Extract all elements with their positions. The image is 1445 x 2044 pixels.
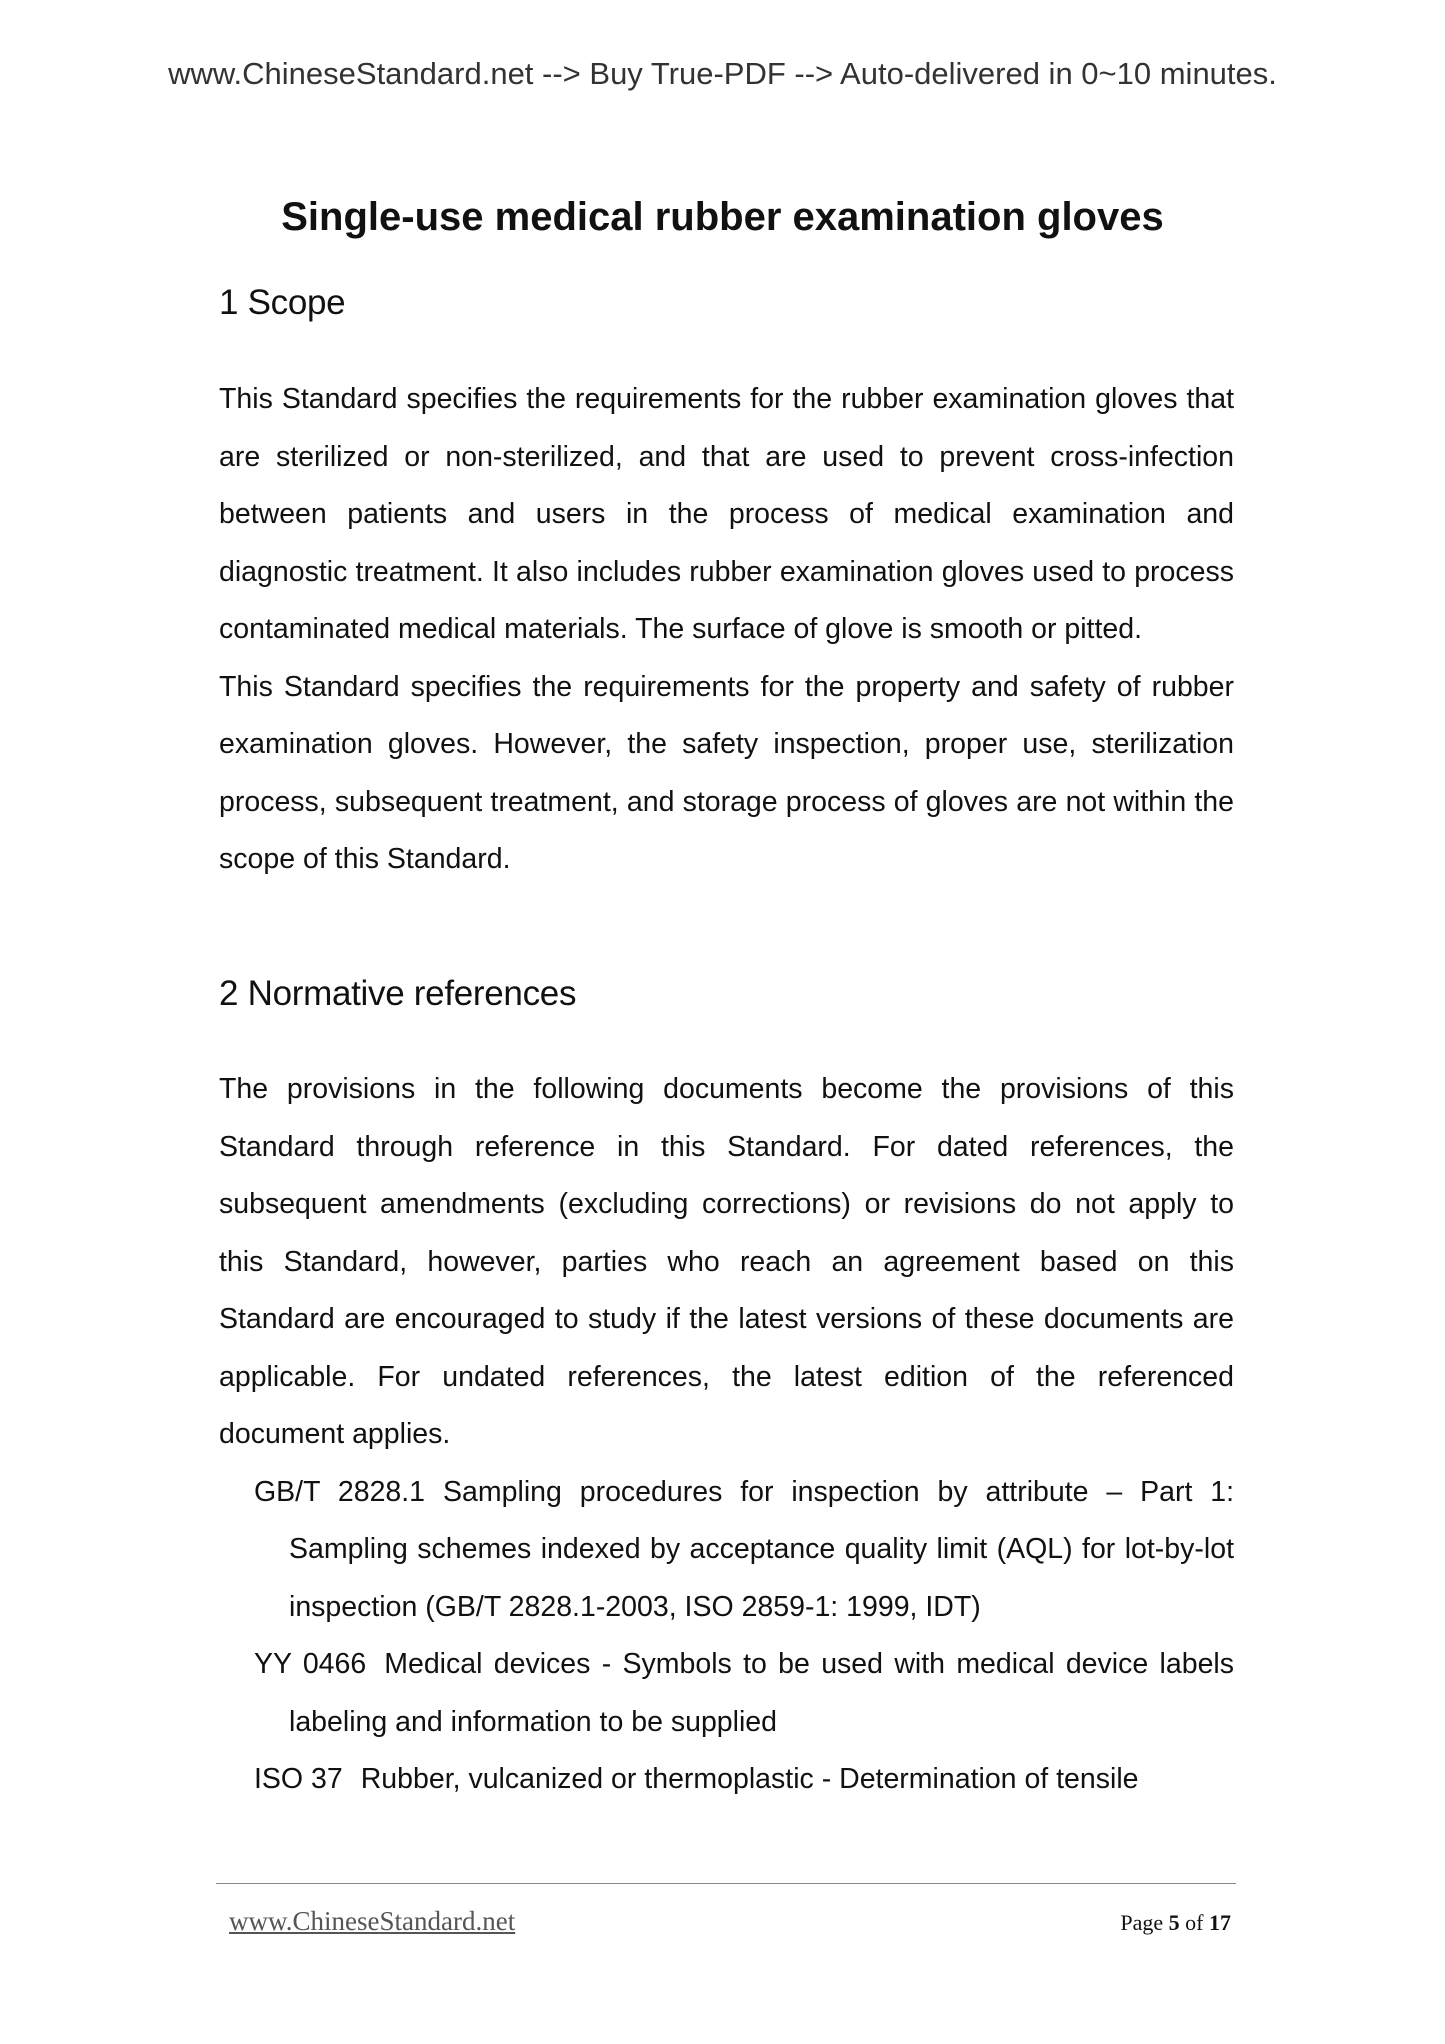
document-title: Single-use medical rubber examination gloves: [281, 195, 1164, 239]
reference-title: Sampling procedures for inspection by attribute – Part 1: Sampling schemes indexed by acceptance quality limit (AQL) for lot-by-lot inspection (GB/T 2828.1-2003, ISO 2859-1: 1999, IDT): [289, 1475, 1235, 1623]
page-prefix: Page: [1120, 1910, 1164, 1935]
page-number: [1120, 1910, 1231, 1936]
section-heading-scope: 1 Scope: [219, 283, 346, 322]
section-scope: [219, 283, 1234, 323]
reference-code: YY 0466: [254, 1648, 367, 1680]
scope-paragraph-1: This Standard specifies the requirements for the rubber examination gloves that are sterilized or non-sterilized, and that are used to prevent cross-infection between patients and users in the process of medical examination and diagnostic treatment. It also includes rubber examination gloves used to process contaminated medical materials. The surface of glove is smooth or pitted.: [219, 383, 1234, 645]
reference-list: [219, 1464, 1234, 1809]
reference-code: ISO 37: [254, 1763, 343, 1795]
reference-item: [219, 1636, 1234, 1751]
section-heading-normative-references: 2 Normative references: [219, 974, 577, 1013]
page-of: of: [1185, 1910, 1204, 1935]
reference-title: Medical devices - Symbols to be used with medical device labels labeling and information to be supplied: [289, 1648, 1234, 1738]
reference-item: [219, 1464, 1234, 1637]
reference-code: GB/T 2828.1: [254, 1475, 426, 1508]
page-current: 5: [1168, 1910, 1180, 1935]
section-normative-references: [219, 974, 1234, 1014]
normative-references-paragraph: The provisions in the following documents become the provisions of this Standard through reference in this Standard. For dated references, the subsequent amendments (excluding corrections) or revisions do not apply to this Standard, however, parties who reach an agreement based on this Standard are encouraged to study if the latest versions of these documents are applicable. For undated references, the latest edition of the referenced document applies.: [219, 1073, 1234, 1450]
top-banner: www.ChineseStandard.net --> Buy True-PDF --> Auto-delivered in 0~10 minutes.: [168, 56, 1277, 91]
scope-body: [219, 371, 1234, 889]
page-total: 17: [1209, 1910, 1231, 1935]
footer-website-link[interactable]: www.ChineseStandard.net: [229, 1906, 516, 1936]
reference-title: Rubber, vulcanized or thermoplastic - Determination of tensile: [360, 1763, 1139, 1795]
scope-paragraph-2: This Standard specifies the requirements for the property and safety of rubber examination gloves. However, the safety inspection, proper use, sterilization process, subsequent treatment, and storage process of gloves are not within the scope of this Standard.: [219, 670, 1234, 875]
footer-divider: [216, 1883, 1236, 1884]
reference-item: [219, 1751, 1234, 1809]
normative-references-body: [219, 1061, 1234, 1809]
